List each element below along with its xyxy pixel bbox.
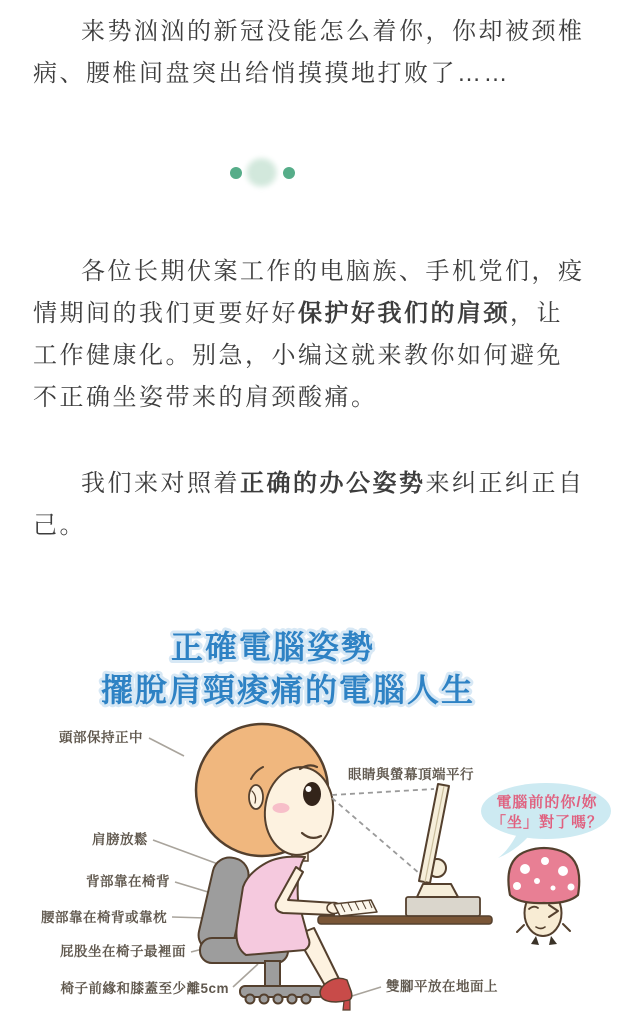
paragraph-2-bold-phrase: 保护好我们的肩颈 bbox=[298, 300, 510, 327]
leader-knees bbox=[233, 964, 258, 987]
sight-lines bbox=[332, 789, 434, 874]
leader-shoulders bbox=[153, 840, 218, 864]
woman-ear bbox=[249, 785, 263, 809]
mushroom-right-arm bbox=[563, 924, 570, 931]
cheek-blush bbox=[273, 803, 290, 813]
chair-wheel bbox=[274, 995, 283, 1004]
paragraph-3-text-pre: 我们来对照着 bbox=[81, 470, 240, 497]
illustration-title-line2: 擺脫肩頸痠痛的電腦人生 bbox=[100, 672, 476, 708]
label-head: 頭部保持正中 bbox=[59, 730, 143, 745]
desk-surface bbox=[318, 916, 492, 924]
paragraph-1: 来势汹汹的新冠没能怎么着你，你却被颈椎病、腰椎间盘突出给悄摸摸地打败了…… bbox=[33, 18, 585, 87]
label-eyes: 眼睛與螢幕頂端平行 bbox=[348, 767, 474, 782]
paragraph-3-text-post: 来纠正纠正自己。 bbox=[33, 470, 585, 539]
paragraph-2-text-pre: 各位长期伏案工作的电脑族、手机党们，疫情期间的我们更要好好 bbox=[33, 258, 585, 327]
label-back: 背部靠在椅背 bbox=[86, 874, 170, 889]
leader-waist bbox=[172, 917, 206, 918]
mushroom-left-arm bbox=[517, 925, 524, 932]
posture-illustration bbox=[0, 595, 640, 1017]
chair-wheel bbox=[260, 995, 269, 1004]
mushroom-right-foot bbox=[549, 936, 557, 945]
speech-bubble bbox=[481, 783, 611, 858]
divider-dot-left bbox=[230, 167, 242, 179]
label-knees: 椅子前緣和膝蓋至少離5cm bbox=[60, 981, 229, 996]
paragraph-2-text-post: ，让工作健康化。别急，小编这就来教你如何避免不正确坐姿带来的肩颈酸痛。 bbox=[33, 300, 563, 411]
monitor-platform bbox=[406, 897, 480, 916]
leader-feet bbox=[352, 987, 381, 996]
leader-head bbox=[149, 738, 184, 756]
label-shoulders: 肩膀放鬆 bbox=[92, 832, 148, 847]
label-feet: 雙腳平放在地面上 bbox=[386, 979, 498, 994]
paragraph-2 bbox=[33, 251, 585, 419]
desk-setup bbox=[318, 784, 492, 924]
speech-bubble-line1: 電腦前的你/妳 bbox=[496, 794, 598, 811]
mushroom-character bbox=[508, 848, 579, 945]
sight-line-horizontal bbox=[332, 789, 434, 795]
illustration-title-line1: 正確電腦姿勢 bbox=[170, 629, 376, 665]
woman-eye bbox=[303, 782, 321, 806]
shoe-heel bbox=[343, 1000, 350, 1010]
leader-back bbox=[175, 882, 208, 892]
speech-bubble-line2: 「坐」對了嗎？ bbox=[490, 814, 604, 831]
mushroom-left-foot bbox=[531, 936, 539, 945]
label-waist: 腰部靠在椅背或靠枕 bbox=[41, 910, 167, 925]
label-hips: 屁股坐在椅子最裡面 bbox=[60, 944, 186, 959]
paragraph-3 bbox=[33, 463, 585, 547]
chair-wheel bbox=[246, 995, 255, 1004]
paragraph-3-bold-phrase: 正确的办公姿势 bbox=[240, 470, 426, 497]
monitor-stand-base bbox=[417, 884, 458, 897]
divider-dot-right bbox=[283, 167, 295, 179]
chair-wheel bbox=[288, 995, 297, 1004]
eye-highlight bbox=[306, 786, 312, 792]
mushroom-cap bbox=[508, 848, 579, 903]
chair-wheel bbox=[302, 995, 311, 1004]
divider-blob bbox=[243, 155, 280, 190]
chair-post bbox=[265, 961, 280, 989]
sight-line-diagonal bbox=[332, 798, 420, 874]
